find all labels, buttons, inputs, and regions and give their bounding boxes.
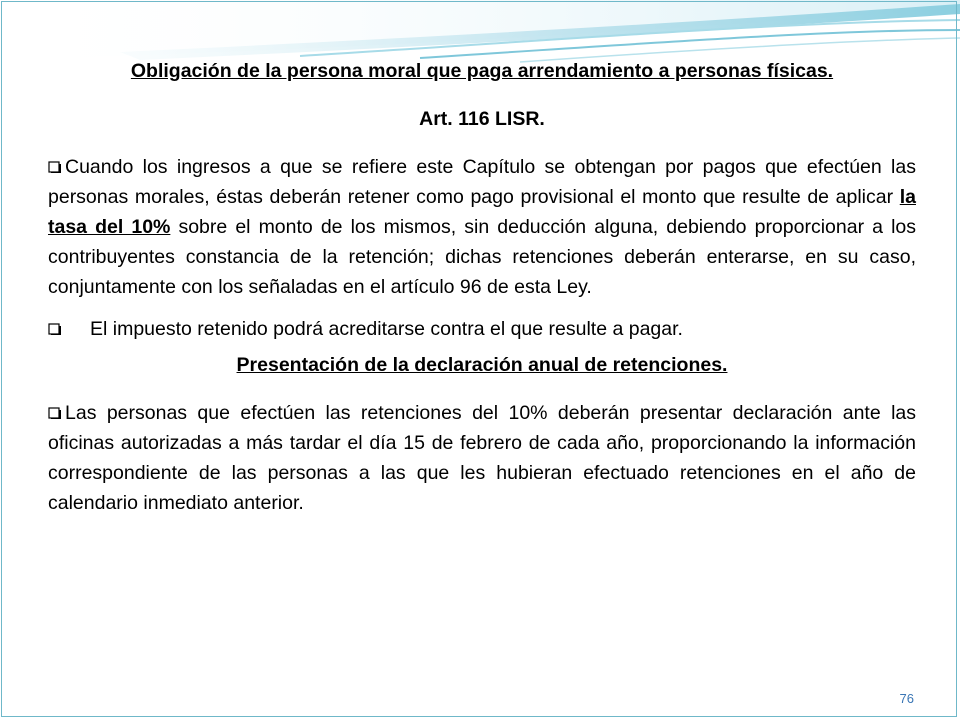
hollow-square-bullet-icon xyxy=(48,161,62,173)
slide-title: Obligación de la persona moral que paga arrendamiento a personas físicas. xyxy=(130,60,834,82)
section-title: Presentación de la declaración anual de retenciones. xyxy=(236,354,728,376)
tax-rate-highlight: la tasa del 10% xyxy=(48,186,916,238)
slide-content xyxy=(48,56,916,518)
paragraph-declaration-text: Las personas que efectúen las retenciones del 10% deberán presentar declaración ante las oficinas autorizadas a más tardar el día 15 de febrero de cada año, proporcionando la información correspondiente de las personas a las que les hubieran efectuado retenciones en el año de calendario inmediato anterior. xyxy=(48,402,916,514)
paragraph-retention xyxy=(48,152,916,302)
hollow-square-bullet-icon xyxy=(48,407,62,419)
article-reference: Art. 116 LISR. xyxy=(419,108,545,130)
paragraph-credit xyxy=(48,314,916,344)
paragraph-retention-text-after: sobre el monto de los mismos, sin deducción alguna, debiendo proporcionar a los contribuyentes constancia de la retención; dichas retenciones deberán enterarse, en su caso, conjuntamente con los señaladas en el artículo 96 de esta Ley. xyxy=(48,216,916,298)
hollow-square-bullet-icon xyxy=(48,323,62,335)
page-number: 76 xyxy=(899,691,914,706)
paragraph-retention-text-before: Cuando los ingresos a que se refiere este Capítulo se obtengan por pagos que efectúen las personas morales, éstas deberán retener como pago provisional el monto que resulte de aplicar xyxy=(48,156,916,208)
paragraph-declaration xyxy=(48,398,916,518)
paragraph-credit-text: El impuesto retenido podrá acreditarse contra el que resulte a pagar. xyxy=(90,318,683,340)
